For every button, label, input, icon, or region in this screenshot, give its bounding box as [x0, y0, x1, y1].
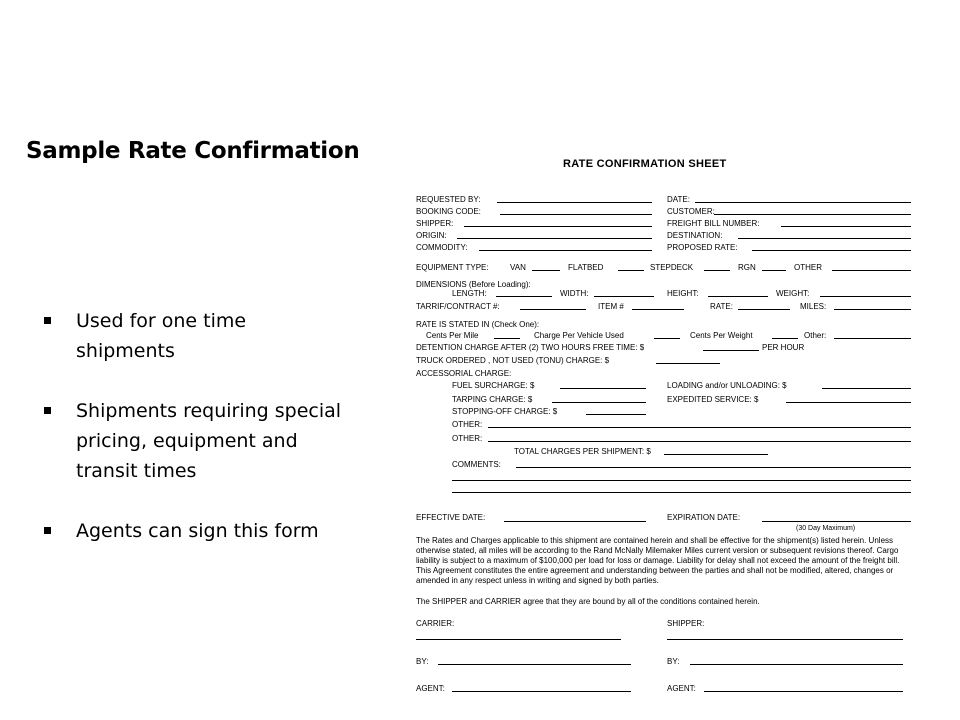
square-bullet-icon [44, 527, 51, 534]
customer-label: CUSTOMER: [667, 207, 715, 216]
stepdeck-line [704, 270, 730, 271]
agent2-label: AGENT: [667, 684, 696, 693]
length-line [496, 296, 552, 297]
shipper-line [464, 226, 652, 227]
freight-bill-line [781, 226, 911, 227]
width-label: WIDTH: [560, 289, 589, 298]
date-line [695, 202, 911, 203]
fuel-label: FUEL SURCHARGE: $ [452, 381, 535, 390]
comments-label: COMMENTS: [452, 460, 501, 469]
comments-line-2 [452, 480, 911, 481]
detention-label: DETENTION CHARGE AFTER (2) TWO HOURS FREE TIME: $ [416, 343, 645, 352]
carrier-label: CARRIER: [416, 619, 455, 628]
bullet-text: Used for one time shipments [76, 310, 247, 362]
booking-code-line [500, 214, 652, 215]
requested-by-label: REQUESTED BY: [416, 195, 481, 204]
other1-label: OTHER: [452, 420, 483, 429]
bullet-item [44, 516, 344, 546]
bullet-item [44, 396, 344, 486]
rate-line [738, 309, 790, 310]
shipper-label: SHIPPER: [416, 219, 454, 228]
miles-label: MILES: [800, 302, 827, 311]
item-line [632, 309, 684, 310]
square-bullet-icon [44, 407, 51, 414]
per-hour-label: PER HOUR [762, 343, 805, 352]
commodity-label: COMMODITY: [416, 243, 468, 252]
destination-label: DESTINATION: [667, 231, 723, 240]
expiration-date-label: EXPIRATION DATE: [667, 513, 741, 522]
form-title: RATE CONFIRMATION SHEET [563, 158, 727, 170]
bullet-text: Agents can sign this form [76, 520, 319, 542]
truck-ordered-label: TRUCK ORDERED , NOT USED (TONU) CHARGE: $ [416, 356, 610, 365]
miles-line [834, 309, 911, 310]
other2-label: OTHER: [452, 434, 483, 443]
rate-stated-label: RATE IS STATED IN (Check One): [416, 320, 540, 329]
comments-line [516, 467, 911, 468]
rgn-line [762, 270, 786, 271]
loading-label: LOADING and/or UNLOADING: $ [667, 381, 787, 390]
other-label: OTHER [794, 263, 822, 272]
tarping-label: TARPING CHARGE: $ [452, 395, 533, 404]
rate-confirmation-form [410, 150, 916, 710]
proposed-rate-label: PROPOSED RATE: [667, 243, 738, 252]
shipper-sig-label: SHIPPER: [667, 619, 705, 628]
origin-label: ORIGIN: [416, 231, 447, 240]
width-line [594, 296, 654, 297]
height-line [708, 296, 768, 297]
stopping-label: STOPPING-OFF CHARGE: $ [452, 407, 558, 416]
van-line [532, 270, 560, 271]
weight-line [820, 296, 911, 297]
carrier-line [416, 639, 621, 640]
other-check-line [834, 338, 911, 339]
stepdeck-label: STEPDECK [650, 263, 694, 272]
customer-line [714, 214, 911, 215]
by2-label: BY: [667, 657, 680, 666]
bullet-list [44, 306, 344, 576]
truck-ordered-line [656, 363, 720, 364]
loading-line [822, 388, 911, 389]
bullet-item [44, 306, 344, 366]
total-label: TOTAL CHARGES PER SHIPMENT: $ [514, 447, 651, 456]
other1-line [488, 427, 911, 428]
height-label: HEIGHT: [667, 289, 699, 298]
rate-label: RATE: [710, 302, 733, 311]
tarrif-line [520, 309, 586, 310]
cents-per-weight-line [772, 338, 798, 339]
effective-date-label: EFFECTIVE DATE: [416, 513, 486, 522]
total-line [664, 454, 768, 455]
stopping-line [586, 414, 646, 415]
agent1-label: AGENT: [416, 684, 445, 693]
shipper-sig-line [667, 639, 903, 640]
date-label: DATE: [667, 195, 690, 204]
tarping-line [552, 402, 646, 403]
origin-line [457, 238, 652, 239]
proposed-rate-line [752, 250, 911, 251]
detention-line [703, 350, 759, 351]
expiration-date-line [762, 521, 911, 522]
slide-title: Sample Rate Confirmation [26, 138, 360, 164]
agent1-line [452, 691, 631, 692]
charge-per-vehicle-label: Charge Per Vehicle Used [534, 331, 624, 340]
charge-per-vehicle-line [654, 338, 680, 339]
by1-label: BY: [416, 657, 429, 666]
cents-per-mile-line [494, 338, 520, 339]
flatbed-label: FLATBED [568, 263, 604, 272]
by1-line [438, 664, 631, 665]
weight-label: WEIGHT: [776, 289, 810, 298]
other-check-label: Other: [804, 331, 827, 340]
expedited-line [786, 402, 911, 403]
other2-line [488, 441, 911, 442]
by2-line [690, 664, 903, 665]
thirty-day-note: (30 Day Maximum) [796, 525, 856, 532]
destination-line [738, 238, 911, 239]
rgn-label: RGN [738, 263, 756, 272]
square-bullet-icon [44, 317, 51, 324]
item-label: ITEM # [598, 302, 624, 311]
comments-line-3 [452, 492, 911, 493]
cents-per-mile-label: Cents Per Mile [426, 331, 479, 340]
fuel-line [560, 388, 646, 389]
flatbed-line [618, 270, 644, 271]
commodity-line [479, 250, 652, 251]
accessorial-label: ACCESSORIAL CHARGE: [416, 369, 512, 378]
cents-per-weight-label: Cents Per Weight [690, 331, 753, 340]
freight-bill-label: FREIGHT BILL NUMBER: [667, 219, 760, 228]
bullet-text: Shipments requiring special pricing, equipment and transit times [76, 400, 342, 482]
booking-code-label: BOOKING CODE: [416, 207, 481, 216]
equipment-type-label: EQUIPMENT TYPE: [416, 263, 489, 272]
length-label: LENGTH: [452, 289, 487, 298]
other-line [832, 270, 911, 271]
agreement-paragraph: The SHIPPER and CARRIER agree that they are bound by all of the conditions contained herein. [416, 597, 760, 606]
tarrif-label: TARRIF/CONTRACT #: [416, 302, 500, 311]
agent2-line [704, 691, 903, 692]
van-label: VAN [510, 263, 526, 272]
requested-by-line [497, 202, 652, 203]
effective-date-line [504, 521, 646, 522]
expedited-label: EXPEDITED SERVICE: $ [667, 395, 759, 404]
dimensions-label: DIMENSIONS (Before Loading): [416, 280, 531, 289]
terms-paragraph: The Rates and Charges applicable to this shipment are contained herein and shall be effective for the shipment(s) listed herein. Unless otherwise stated, all miles will be according to the Rand McNally Milemaker Miles current version or subsequent revisions thereof. Cargo liability is subject to a maximum of $100,000 per load for loss or damage. Liability for delay shall not exceed the amount of the freight bill. This Agreement constitutes the entire agreement and understanding between the parties and shall not be modified, altered, changes or amended in any respect unless in writing and signed by both parties. [416, 536, 900, 585]
